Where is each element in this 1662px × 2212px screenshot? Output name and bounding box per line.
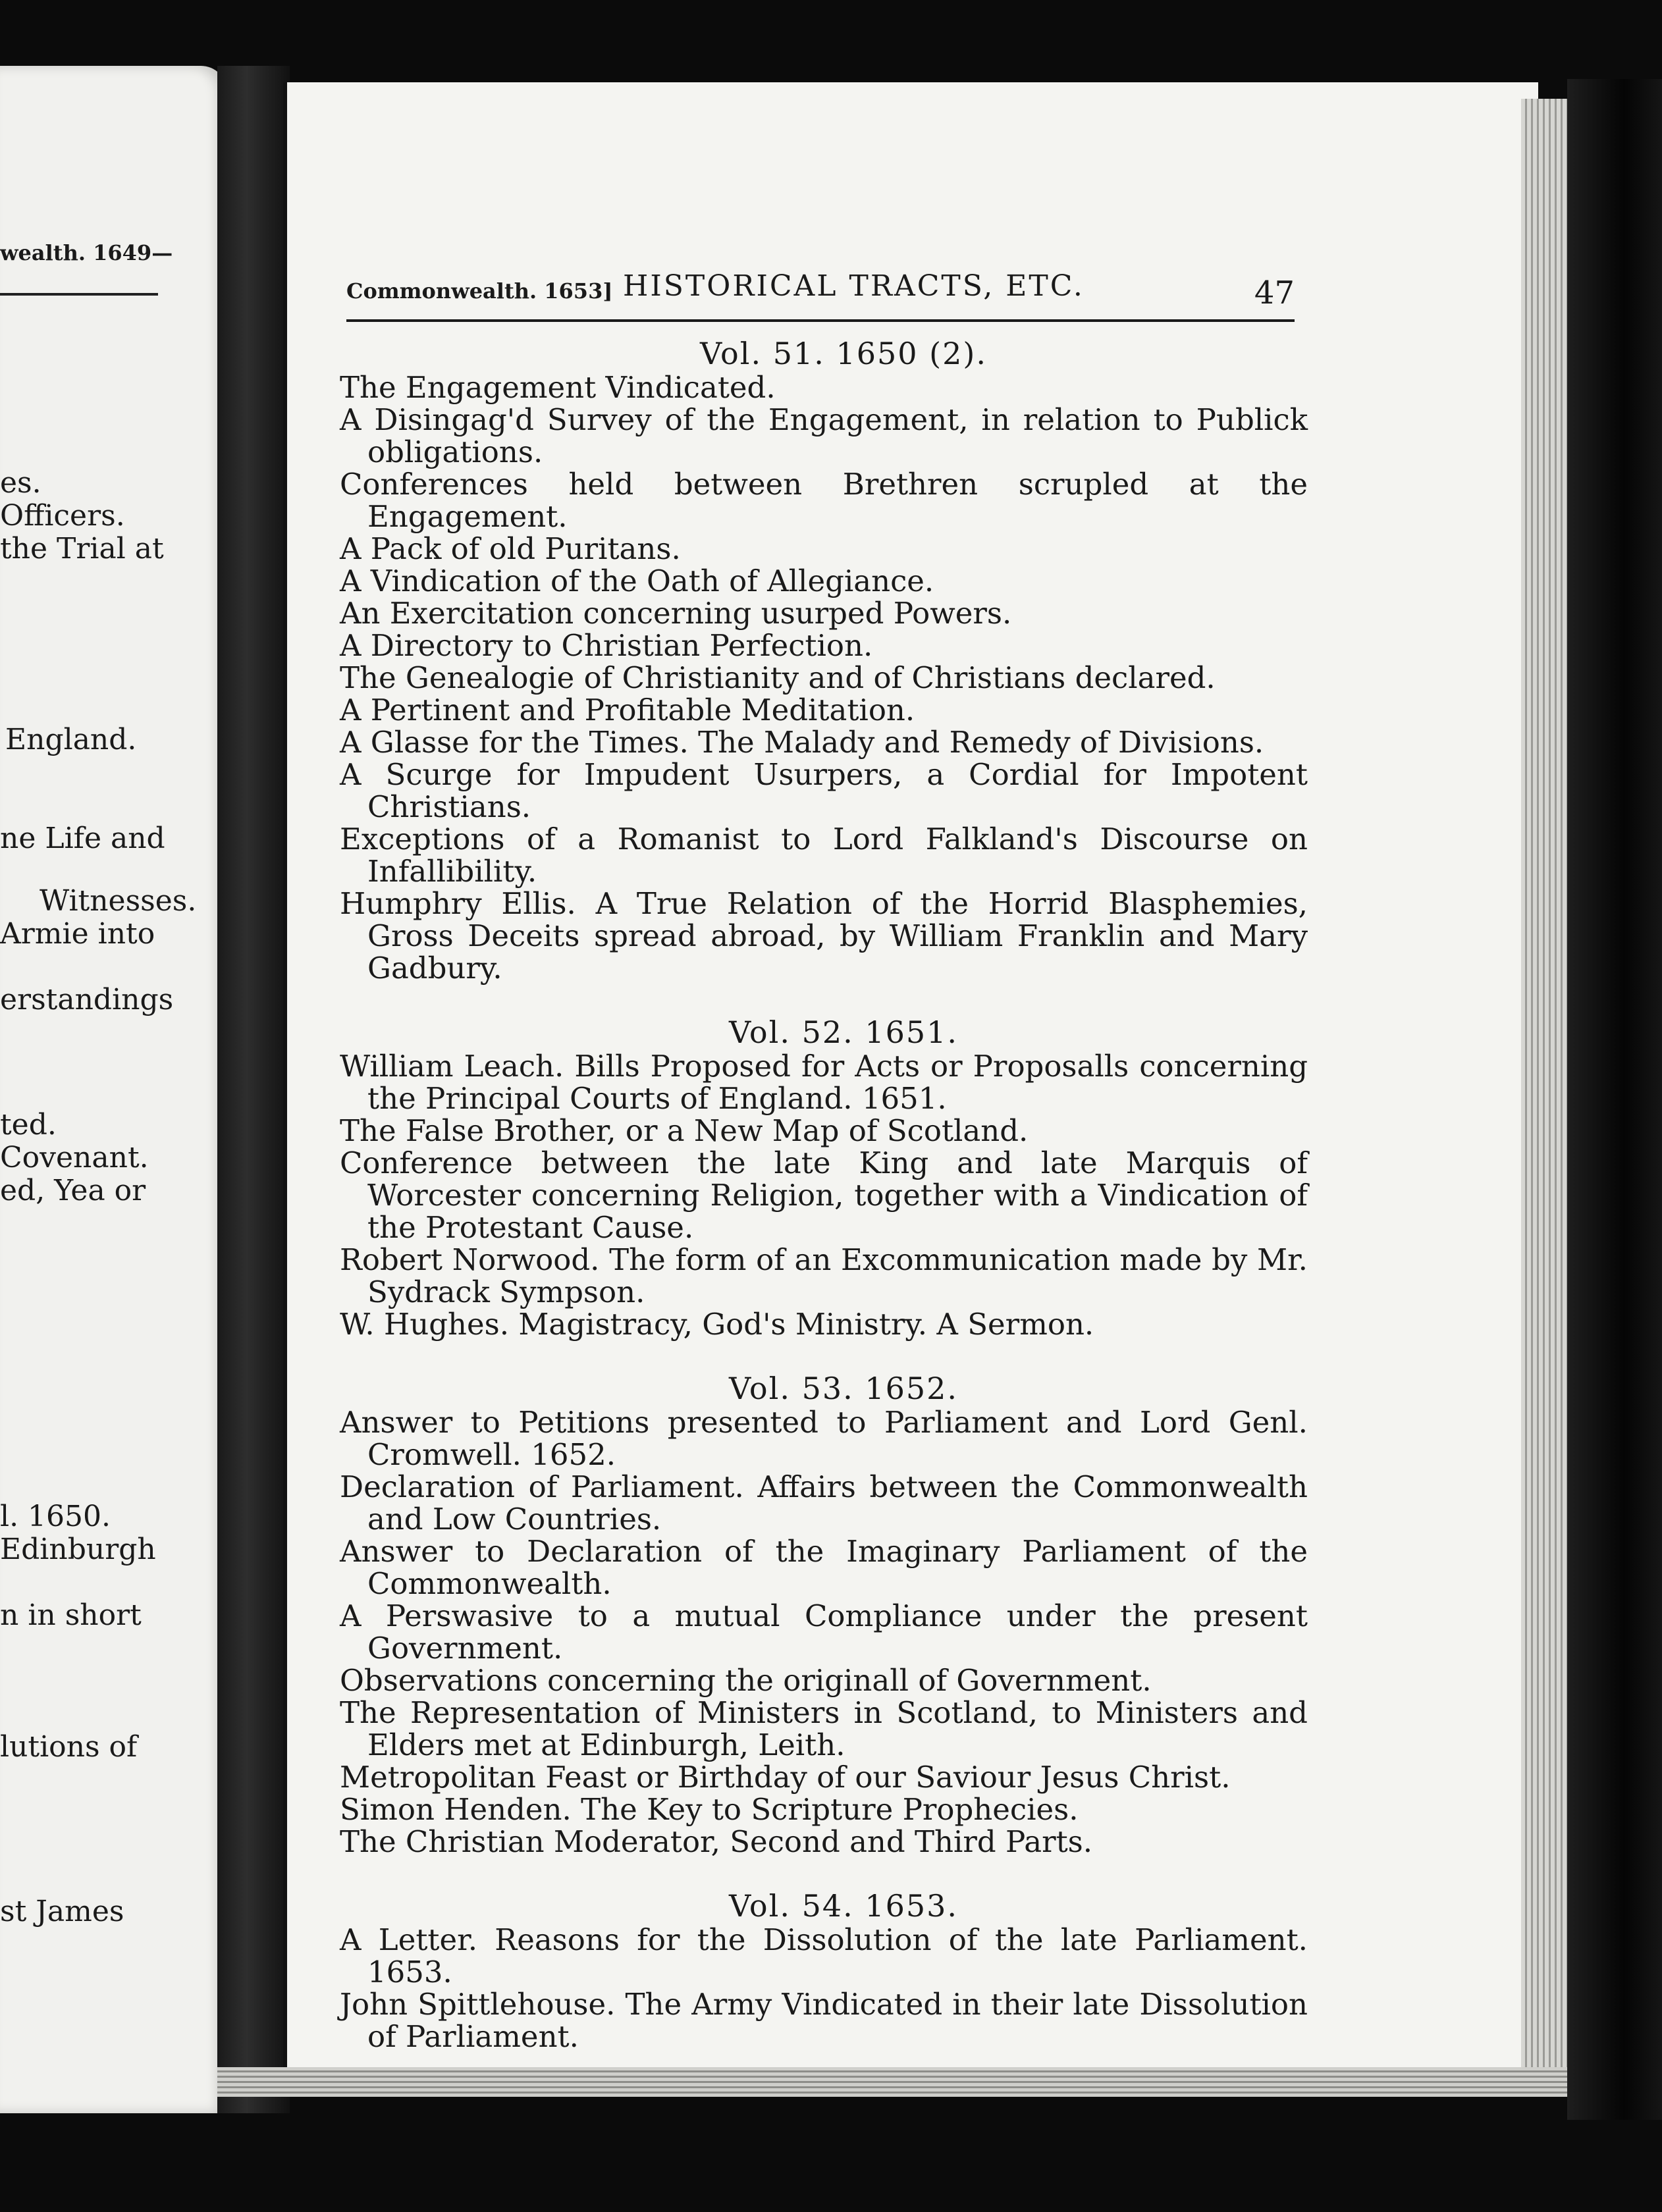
list-item: The False Brother, or a New Map of Scotland. xyxy=(340,1113,1029,1148)
left-fragment: ted. xyxy=(0,1108,57,1142)
list-item: A Perswasive to a mutual Compliance under the present Government. xyxy=(340,1598,1308,1666)
volume-section xyxy=(340,1888,1308,2053)
list-item: The Christian Moderator, Second and Third Parts. xyxy=(340,1824,1093,1859)
list-item: W. Hughes. Magistracy, God's Ministry. A Sermon. xyxy=(340,1307,1094,1342)
list-item: The Genealogie of Christianity and of Christians declared. xyxy=(340,660,1216,695)
book-binding xyxy=(1567,79,1662,2120)
list-item: Conferences held between Brethren scrupled at the Engagement. xyxy=(340,467,1308,534)
list-item: Observations concerning the originall of Government. xyxy=(340,1663,1152,1698)
list-item: Conference between the late King and late Marquis of Worcester concerning Religion, together with a Vindication of the Protestant Cause. xyxy=(340,1146,1308,1245)
left-fragment: Edinburgh xyxy=(0,1533,156,1566)
list-item: Simon Henden. The Key to Scripture Prophecies. xyxy=(340,1792,1079,1827)
volume-section xyxy=(340,1371,1308,1858)
list-item: Answer to Petitions presented to Parliament and Lord Genl. Cromwell. 1652. xyxy=(340,1405,1308,1472)
book-gutter xyxy=(217,66,290,2113)
left-running-head: wealth. 1649— xyxy=(0,240,173,265)
list-item: The Representation of Ministers in Scotland, to Ministers and Elders met at Edinburgh, Leith. xyxy=(340,1695,1308,1762)
list-item: A Letter. Reasons for the Dissolution of the late Parliament. 1653. xyxy=(340,1922,1308,1989)
list-item: An Exercitation concerning usurped Powers. xyxy=(340,596,1012,631)
list-item: John Spittlehouse. The Army Vindicated in their late Dissolution of Parliament. xyxy=(340,1987,1308,2054)
running-head-title: HISTORICAL TRACTS, ETC. xyxy=(623,269,1085,303)
list-item: A Scurge for Impudent Usurpers, a Cordial for Impotent Christians. xyxy=(340,757,1308,824)
list-item: Exceptions of a Romanist to Lord Falkland's Discourse on Infallibility. xyxy=(340,822,1308,889)
left-fragment: l. 1650. xyxy=(0,1500,111,1533)
left-page xyxy=(0,66,227,2113)
left-fragment: Witnesses. xyxy=(40,884,197,918)
volume-heading: Vol. 53. 1652. xyxy=(728,1371,959,1406)
left-fragment: erstandings xyxy=(0,983,174,1016)
list-item: Declaration of Parliament. Affairs between the Commonwealth and Low Countries. xyxy=(340,1469,1308,1537)
left-fragment: lutions of xyxy=(0,1730,138,1764)
catalogue-content xyxy=(340,336,1308,2070)
header-rule xyxy=(346,319,1295,322)
list-item: A Directory to Christian Perfection. xyxy=(340,628,873,663)
list-item: A Disingag'd Survey of the Engagement, in relation to Publick obligations. xyxy=(340,402,1308,469)
list-item: A Pertinent and Profitable Meditation. xyxy=(340,693,915,727)
list-item: The Engagement Vindicated. xyxy=(340,370,776,405)
bottom-page-edges xyxy=(217,2067,1567,2097)
volume-heading: Vol. 52. 1651. xyxy=(728,1014,959,1050)
left-fragment: the Trial at xyxy=(0,532,164,566)
running-head-section: Commonwealth. 1653] xyxy=(346,278,613,303)
page-number: 47 xyxy=(1254,275,1295,311)
list-item: William Leach. Bills Proposed for Acts or Proposalls concerning the Principal Courts of England. 1651. xyxy=(340,1049,1308,1116)
list-item: A Glasse for the Times. The Malady and Remedy of Divisions. xyxy=(340,725,1264,760)
right-page xyxy=(283,82,1538,2070)
list-item: Answer to Declaration of the Imaginary Parliament of the Commonwealth. xyxy=(340,1534,1308,1601)
left-fragment: st James xyxy=(0,1895,124,1928)
list-item: A Vindication of the Oath of Allegiance. xyxy=(340,564,934,598)
page-edges xyxy=(1521,99,1567,2074)
left-fragment: n in short xyxy=(0,1598,142,1632)
page-header xyxy=(346,255,1295,311)
left-fragment: Covenant. xyxy=(0,1141,149,1174)
left-fragment: ne Life and xyxy=(0,822,165,855)
left-fragment: England. xyxy=(5,723,137,756)
list-item: Metropolitan Feast or Birthday of our Saviour Jesus Christ. xyxy=(340,1760,1231,1795)
left-fragment: Officers. xyxy=(0,499,125,533)
left-fragment: Armie into xyxy=(0,917,155,951)
left-header-rule xyxy=(0,293,158,296)
volume-heading: Vol. 51. 1650 (2). xyxy=(700,336,987,371)
list-item: Humphry Ellis. A True Relation of the Horrid Blasphemies, Gross Deceits spread abroad, by William Franklin and Mary Gadbury. xyxy=(340,886,1308,986)
list-item: Robert Norwood. The form of an Excommunication made by Mr. Sydrack Sympson. xyxy=(340,1242,1308,1309)
left-fragment: ed, Yea or xyxy=(0,1174,146,1207)
left-fragment: es. xyxy=(0,466,41,500)
volume-heading: Vol. 54. 1653. xyxy=(728,1888,959,1924)
volume-section xyxy=(340,336,1308,984)
list-item: A Pack of old Puritans. xyxy=(340,531,681,566)
volume-section xyxy=(340,1014,1308,1340)
